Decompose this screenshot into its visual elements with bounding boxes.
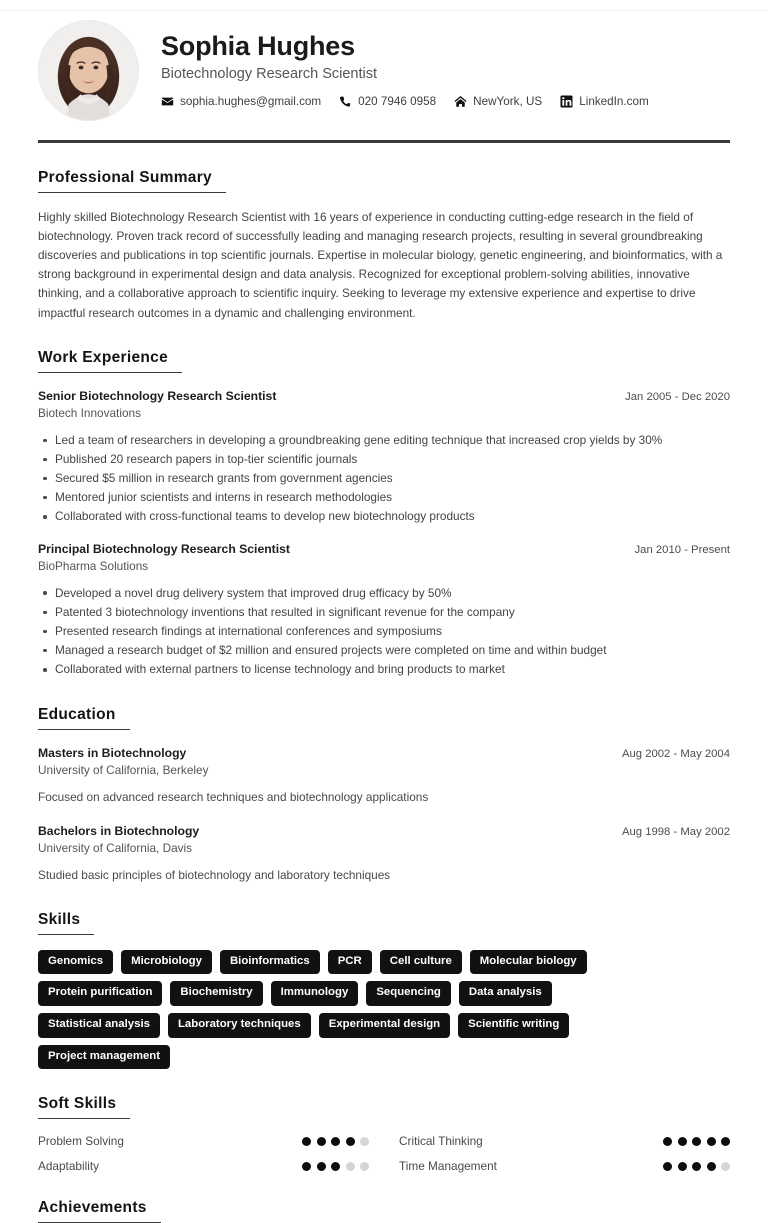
header-text-block [161,31,730,110]
home-icon [454,95,467,108]
soft-skill-row [399,1159,730,1173]
resume-header [38,0,730,121]
contact-linkedin[interactable] [560,95,649,108]
section-professional-summary [38,169,730,323]
work-org: Biotech Innovations [38,406,141,421]
education-description: Focused on advanced research techniques and biotechnology applications [38,789,429,804]
soft-skill-row [399,1134,730,1148]
contact-phone[interactable] [339,95,436,108]
soft-skill-row [38,1134,369,1148]
skill-tag: Sequencing [366,981,451,1006]
soft-skill-row [38,1159,369,1173]
education-date: Aug 2002 - May 2004 [621,747,730,760]
section-heading-summary: Professional Summary [38,169,226,193]
rating-dot-filled [302,1137,311,1146]
contact-location[interactable] [454,95,542,108]
skill-tag: PCR [328,950,372,975]
section-heading-achievements: Achievements [38,1199,161,1223]
rating-dot-filled [707,1162,716,1171]
rating-dot-filled [331,1162,340,1171]
portrait-photo-icon [39,21,138,120]
work-bullet: Presented research findings at international conferences and symposiums [38,622,730,641]
skill-tag: Microbiology [121,950,212,975]
contact-linkedin-label: LinkedIn.com [579,95,649,109]
rating-dot-filled [692,1162,701,1171]
soft-skill-label: Critical Thinking [399,1134,483,1149]
summary-text: Highly skilled Biotechnology Research Scientist with 16 years of experience in conducting cutting-edge research in the field of biotechnology. Proven track record of successfully leading and managing research projects, resulting in several groundbreaking discoveries and publications in top scientific journals. Expertise in molecular biology, genetic engineering, and bioinformatics, with a strong background in experimental design and data analysis. Recognized for exceptional problem-solving abilities, innovative thinking, and a collaborative approach to scientific inquiry. Seeking to leverage my extensive experience and expertise to drive impactful research outcomes in a dynamic and challenging environment. [38,210,723,320]
rating-dot-empty [346,1162,355,1171]
rating-dot-filled [663,1137,672,1146]
work-date: Jan 2010 - Present [634,543,730,556]
work-bullet: Led a team of researchers in developing a groundbreaking gene editing technique that increased crop yields by 30% [38,431,730,450]
section-education [38,706,730,885]
rating-dot-empty [360,1162,369,1171]
work-bullet: Published 20 research papers in top-tier scientific journals [38,450,730,469]
work-bullet: Managed a research budget of $2 million and ensured projects were completed on time and within budget [38,641,730,660]
skill-tag: Project management [38,1045,170,1070]
skill-tag: Laboratory techniques [168,1013,311,1038]
contact-location-label: NewYork, US [473,95,543,109]
page-title: Sophia Hughes [161,30,355,61]
work-bullet: Collaborated with cross-functional teams to develop new biotechnology products [38,507,730,526]
rating-dot-filled [707,1137,716,1146]
work-role: Principal Biotechnology Research Scientist [38,541,290,556]
rating-dot-filled [692,1137,701,1146]
work-entry [38,388,730,527]
soft-skill-rating [663,1137,730,1146]
section-heading-skills: Skills [38,911,94,935]
skill-tag: Cell culture [380,950,462,975]
soft-skill-rating [302,1162,369,1171]
skill-tag-list [38,950,678,1070]
work-date: Jan 2005 - Dec 2020 [625,390,730,403]
work-bullet-list [38,584,730,680]
header-divider [38,140,730,143]
education-entry [38,823,730,885]
rating-dot-filled [317,1137,326,1146]
linkedin-icon [560,95,573,108]
skill-tag: Protein purification [38,981,162,1006]
education-entry [38,745,730,807]
section-skills [38,911,730,1070]
skill-tag: Genomics [38,950,113,975]
skill-tag: Experimental design [319,1013,450,1038]
section-heading-work: Work Experience [38,349,182,373]
phone-icon [339,95,352,108]
education-degree: Bachelors in Biotechnology [38,823,200,838]
work-bullet: Secured $5 million in research grants from government agencies [38,469,730,488]
work-entry [38,541,730,680]
rating-dot-empty [721,1162,730,1171]
skill-tag: Bioinformatics [220,950,320,975]
work-bullet: Developed a novel drug delivery system that improved drug efficacy by 50% [38,584,730,603]
work-bullet-list [38,431,730,527]
skill-tag: Molecular biology [470,950,587,975]
section-heading-education: Education [38,706,130,730]
skill-tag: Immunology [271,981,359,1006]
soft-skill-grid [38,1134,730,1173]
skill-tag: Data analysis [459,981,552,1006]
avatar [38,20,139,121]
rating-dot-filled [317,1162,326,1171]
section-soft-skills [38,1095,730,1173]
section-achievements-partial [38,1199,730,1217]
rating-dot-filled [346,1137,355,1146]
education-degree: Masters in Biotechnology [38,745,187,760]
rating-dot-empty [360,1137,369,1146]
soft-skill-rating [663,1162,730,1171]
work-bullet: Patented 3 biotechnology inventions that resulted in significant revenue for the company [38,603,730,622]
job-title: Biotechnology Research Scientist [161,66,378,83]
contact-email-label: sophia.hughes@gmail.com [180,95,322,109]
education-school: University of California, Berkeley [38,763,209,777]
soft-skill-label: Adaptability [38,1159,99,1174]
rating-dot-filled [678,1137,687,1146]
soft-skill-label: Time Management [399,1159,497,1174]
education-description: Studied basic principles of biotechnology and laboratory techniques [38,868,391,882]
skill-tag: Biochemistry [170,981,262,1006]
envelope-icon [161,95,174,108]
rating-dot-filled [663,1162,672,1171]
rating-dot-filled [302,1162,311,1171]
work-org: BioPharma Solutions [38,559,149,574]
soft-skill-rating [302,1137,369,1146]
page-top-rule [0,10,768,11]
rating-dot-filled [331,1137,340,1146]
work-role: Senior Biotechnology Research Scientist [38,388,277,403]
section-work-experience [38,349,730,680]
rating-dot-filled [678,1162,687,1171]
contact-email[interactable] [161,95,321,108]
soft-skill-label: Problem Solving [38,1134,124,1149]
contact-list [161,95,730,108]
rating-dot-filled [721,1137,730,1146]
work-bullet: Mentored junior scientists and interns in research methodologies [38,488,730,507]
section-heading-soft-skills: Soft Skills [38,1095,130,1119]
skill-tag: Statistical analysis [38,1013,160,1038]
skill-tag: Scientific writing [458,1013,569,1038]
contact-phone-label: 020 7946 0958 [358,95,437,109]
work-bullet: Collaborated with external partners to license technology and bring products to market [38,660,730,679]
education-date: Aug 1998 - May 2002 [621,825,730,838]
education-school: University of California, Davis [38,841,193,856]
